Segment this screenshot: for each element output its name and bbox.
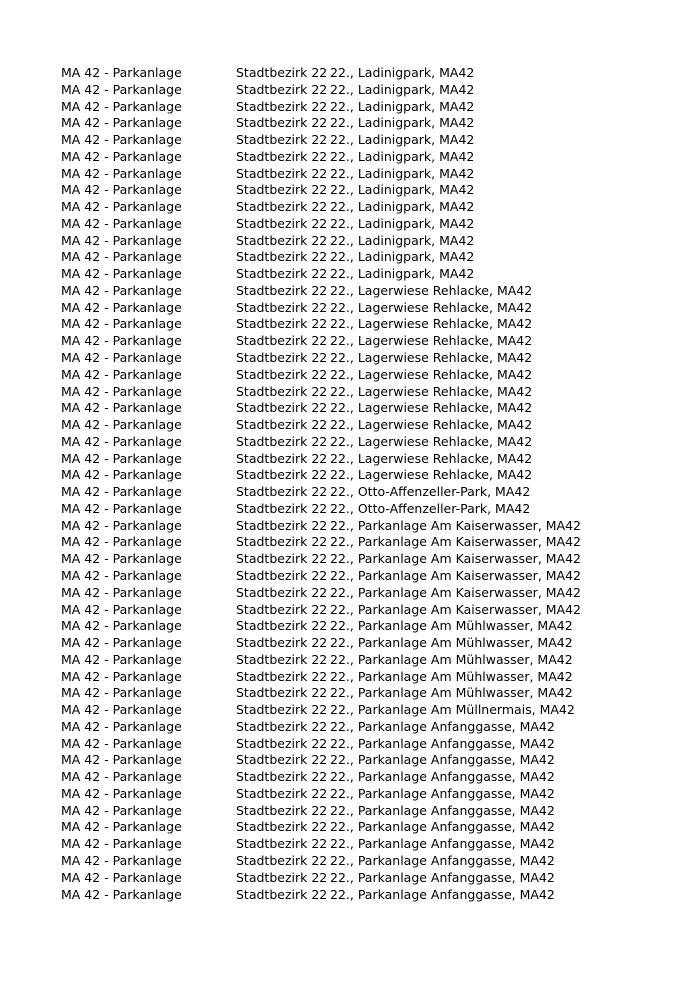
table-row bbox=[61, 484, 681, 501]
location-cell: 22., Ladinigpark, MA42 bbox=[330, 98, 475, 114]
location-cell: 22., Lagerwiese Rehlacke, MA42 bbox=[330, 383, 533, 399]
category-cell: MA 42 - Parkanlage bbox=[61, 182, 182, 198]
table-row bbox=[61, 249, 681, 266]
table-row bbox=[61, 719, 681, 736]
district-cell: Stadtbezirk 22 bbox=[236, 517, 328, 533]
district-cell: Stadtbezirk 22 bbox=[236, 199, 328, 215]
category-cell: MA 42 - Parkanlage bbox=[61, 316, 182, 332]
location-cell: 22., Parkanlage Anfanggasse, MA42 bbox=[330, 785, 555, 801]
location-cell: 22., Lagerwiese Rehlacke, MA42 bbox=[330, 467, 533, 483]
district-cell: Stadtbezirk 22 bbox=[236, 618, 328, 634]
location-cell: 22., Parkanlage Anfanggasse, MA42 bbox=[330, 802, 555, 818]
category-cell: MA 42 - Parkanlage bbox=[61, 584, 182, 600]
category-cell: MA 42 - Parkanlage bbox=[61, 651, 182, 667]
category-cell: MA 42 - Parkanlage bbox=[61, 366, 182, 382]
category-cell: MA 42 - Parkanlage bbox=[61, 685, 182, 701]
district-cell: Stadtbezirk 22 bbox=[236, 299, 328, 315]
table-row bbox=[61, 367, 681, 384]
district-cell: Stadtbezirk 22 bbox=[236, 500, 328, 516]
district-cell: Stadtbezirk 22 bbox=[236, 232, 328, 248]
district-cell: Stadtbezirk 22 bbox=[236, 98, 328, 114]
category-cell: MA 42 - Parkanlage bbox=[61, 567, 182, 583]
table-row bbox=[61, 534, 681, 551]
category-cell: MA 42 - Parkanlage bbox=[61, 333, 182, 349]
district-cell: Stadtbezirk 22 bbox=[236, 869, 328, 885]
category-cell: MA 42 - Parkanlage bbox=[61, 98, 182, 114]
location-cell: 22., Parkanlage Anfanggasse, MA42 bbox=[330, 769, 555, 785]
district-cell: Stadtbezirk 22 bbox=[236, 65, 328, 80]
district-cell: Stadtbezirk 22 bbox=[236, 215, 328, 231]
district-cell: Stadtbezirk 22 bbox=[236, 769, 328, 785]
district-cell: Stadtbezirk 22 bbox=[236, 316, 328, 332]
district-cell: Stadtbezirk 22 bbox=[236, 450, 328, 466]
location-cell: 22., Ladinigpark, MA42 bbox=[330, 65, 475, 80]
location-cell: 22., Lagerwiese Rehlacke, MA42 bbox=[330, 450, 533, 466]
location-cell: 22., Parkanlage Am Kaiserwasser, MA42 bbox=[330, 517, 582, 533]
category-cell: MA 42 - Parkanlage bbox=[61, 215, 182, 231]
location-cell: 22., Ladinigpark, MA42 bbox=[330, 115, 475, 131]
category-cell: MA 42 - Parkanlage bbox=[61, 635, 182, 651]
location-cell: 22., Lagerwiese Rehlacke, MA42 bbox=[330, 400, 533, 416]
location-cell: 22., Lagerwiese Rehlacke, MA42 bbox=[330, 333, 533, 349]
location-cell: 22., Ladinigpark, MA42 bbox=[330, 232, 475, 248]
district-cell: Stadtbezirk 22 bbox=[236, 467, 328, 483]
table-row bbox=[61, 400, 681, 417]
location-cell: 22., Parkanlage Anfanggasse, MA42 bbox=[330, 718, 555, 734]
district-cell: Stadtbezirk 22 bbox=[236, 685, 328, 701]
location-cell: 22., Ladinigpark, MA42 bbox=[330, 215, 475, 231]
table-row bbox=[61, 635, 681, 652]
category-cell: MA 42 - Parkanlage bbox=[61, 148, 182, 164]
category-cell: MA 42 - Parkanlage bbox=[61, 819, 182, 835]
table-row bbox=[61, 501, 681, 518]
district-cell: Stadtbezirk 22 bbox=[236, 551, 328, 567]
district-cell: Stadtbezirk 22 bbox=[236, 718, 328, 734]
district-cell: Stadtbezirk 22 bbox=[236, 417, 328, 433]
location-cell: 22., Lagerwiese Rehlacke, MA42 bbox=[330, 299, 533, 315]
location-cell: 22., Parkanlage Am Müllnermais, MA42 bbox=[330, 702, 575, 718]
location-cell: 22., Parkanlage Am Kaiserwasser, MA42 bbox=[330, 601, 582, 617]
table-row bbox=[61, 752, 681, 769]
category-cell: MA 42 - Parkanlage bbox=[61, 718, 182, 734]
category-cell: MA 42 - Parkanlage bbox=[61, 551, 182, 567]
table-row bbox=[61, 82, 681, 99]
table-row bbox=[61, 316, 681, 333]
table-row bbox=[61, 451, 681, 468]
location-cell: 22., Parkanlage Am Mühlwasser, MA42 bbox=[330, 618, 573, 634]
district-cell: Stadtbezirk 22 bbox=[236, 752, 328, 768]
table-row bbox=[61, 300, 681, 317]
district-cell: Stadtbezirk 22 bbox=[236, 266, 328, 282]
category-cell: MA 42 - Parkanlage bbox=[61, 249, 182, 265]
category-cell: MA 42 - Parkanlage bbox=[61, 785, 182, 801]
table-row bbox=[61, 568, 681, 585]
category-cell: MA 42 - Parkanlage bbox=[61, 115, 182, 131]
district-cell: Stadtbezirk 22 bbox=[236, 836, 328, 852]
location-cell: 22., Parkanlage Am Kaiserwasser, MA42 bbox=[330, 551, 582, 567]
category-cell: MA 42 - Parkanlage bbox=[61, 232, 182, 248]
district-cell: Stadtbezirk 22 bbox=[236, 567, 328, 583]
category-cell: MA 42 - Parkanlage bbox=[61, 836, 182, 852]
table-row bbox=[61, 132, 681, 149]
district-cell: Stadtbezirk 22 bbox=[236, 81, 328, 97]
location-cell: 22., Lagerwiese Rehlacke, MA42 bbox=[330, 366, 533, 382]
district-cell: Stadtbezirk 22 bbox=[236, 785, 328, 801]
district-cell: Stadtbezirk 22 bbox=[236, 282, 328, 298]
category-cell: MA 42 - Parkanlage bbox=[61, 299, 182, 315]
category-cell: MA 42 - Parkanlage bbox=[61, 484, 182, 500]
district-cell: Stadtbezirk 22 bbox=[236, 366, 328, 382]
category-cell: MA 42 - Parkanlage bbox=[61, 752, 182, 768]
table-row bbox=[61, 283, 681, 300]
table-row bbox=[61, 182, 681, 199]
category-cell: MA 42 - Parkanlage bbox=[61, 517, 182, 533]
category-cell: MA 42 - Parkanlage bbox=[61, 869, 182, 885]
table-row bbox=[61, 417, 681, 434]
location-cell: 22., Parkanlage Am Kaiserwasser, MA42 bbox=[330, 567, 582, 583]
category-cell: MA 42 - Parkanlage bbox=[61, 199, 182, 215]
location-cell: 22., Parkanlage Anfanggasse, MA42 bbox=[330, 886, 555, 902]
table-row bbox=[61, 618, 681, 635]
category-cell: MA 42 - Parkanlage bbox=[61, 400, 182, 416]
location-cell: 22., Ladinigpark, MA42 bbox=[330, 81, 475, 97]
district-cell: Stadtbezirk 22 bbox=[236, 182, 328, 198]
location-cell: 22., Parkanlage Anfanggasse, MA42 bbox=[330, 819, 555, 835]
location-cell: 22., Ladinigpark, MA42 bbox=[330, 148, 475, 164]
table-row bbox=[61, 199, 681, 216]
table-row bbox=[61, 65, 681, 82]
location-cell: 22., Parkanlage Am Mühlwasser, MA42 bbox=[330, 635, 573, 651]
location-cell: 22., Lagerwiese Rehlacke, MA42 bbox=[330, 282, 533, 298]
location-cell: 22., Ladinigpark, MA42 bbox=[330, 249, 475, 265]
district-cell: Stadtbezirk 22 bbox=[236, 886, 328, 902]
location-cell: 22., Otto-Affenzeller-Park, MA42 bbox=[330, 500, 531, 516]
table-row bbox=[61, 216, 681, 233]
table-row bbox=[61, 887, 681, 904]
table-row bbox=[61, 166, 681, 183]
district-cell: Stadtbezirk 22 bbox=[236, 702, 328, 718]
table-row bbox=[61, 819, 681, 836]
location-cell: 22., Parkanlage Anfanggasse, MA42 bbox=[330, 752, 555, 768]
location-cell: 22., Ladinigpark, MA42 bbox=[330, 182, 475, 198]
category-cell: MA 42 - Parkanlage bbox=[61, 132, 182, 148]
category-cell: MA 42 - Parkanlage bbox=[61, 165, 182, 181]
table-row bbox=[61, 585, 681, 602]
category-cell: MA 42 - Parkanlage bbox=[61, 266, 182, 282]
category-cell: MA 42 - Parkanlage bbox=[61, 769, 182, 785]
table-row bbox=[61, 518, 681, 535]
district-cell: Stadtbezirk 22 bbox=[236, 115, 328, 131]
table-row bbox=[61, 99, 681, 116]
table-row bbox=[61, 266, 681, 283]
location-cell: 22., Lagerwiese Rehlacke, MA42 bbox=[330, 316, 533, 332]
district-cell: Stadtbezirk 22 bbox=[236, 735, 328, 751]
table-row bbox=[61, 384, 681, 401]
location-cell: 22., Parkanlage Anfanggasse, MA42 bbox=[330, 852, 555, 868]
district-cell: Stadtbezirk 22 bbox=[236, 852, 328, 868]
table-row bbox=[61, 551, 681, 568]
table-row bbox=[61, 685, 681, 702]
district-cell: Stadtbezirk 22 bbox=[236, 819, 328, 835]
district-cell: Stadtbezirk 22 bbox=[236, 132, 328, 148]
table-row bbox=[61, 467, 681, 484]
location-cell: 22., Parkanlage Anfanggasse, MA42 bbox=[330, 735, 555, 751]
district-cell: Stadtbezirk 22 bbox=[236, 484, 328, 500]
table-row bbox=[61, 803, 681, 820]
category-cell: MA 42 - Parkanlage bbox=[61, 433, 182, 449]
location-cell: 22., Parkanlage Anfanggasse, MA42 bbox=[330, 836, 555, 852]
category-cell: MA 42 - Parkanlage bbox=[61, 802, 182, 818]
location-cell: 22., Ladinigpark, MA42 bbox=[330, 132, 475, 148]
district-cell: Stadtbezirk 22 bbox=[236, 433, 328, 449]
district-cell: Stadtbezirk 22 bbox=[236, 601, 328, 617]
category-cell: MA 42 - Parkanlage bbox=[61, 350, 182, 366]
district-cell: Stadtbezirk 22 bbox=[236, 333, 328, 349]
category-cell: MA 42 - Parkanlage bbox=[61, 702, 182, 718]
table-row bbox=[61, 434, 681, 451]
table-row bbox=[61, 149, 681, 166]
category-cell: MA 42 - Parkanlage bbox=[61, 534, 182, 550]
location-cell: 22., Parkanlage Am Kaiserwasser, MA42 bbox=[330, 584, 582, 600]
category-cell: MA 42 - Parkanlage bbox=[61, 81, 182, 97]
category-cell: MA 42 - Parkanlage bbox=[61, 601, 182, 617]
location-cell: 22., Parkanlage Am Mühlwasser, MA42 bbox=[330, 651, 573, 667]
category-cell: MA 42 - Parkanlage bbox=[61, 282, 182, 298]
location-cell: 22., Ladinigpark, MA42 bbox=[330, 266, 475, 282]
table-row bbox=[61, 652, 681, 669]
table-row bbox=[61, 736, 681, 753]
table-row bbox=[61, 702, 681, 719]
district-cell: Stadtbezirk 22 bbox=[236, 400, 328, 416]
district-cell: Stadtbezirk 22 bbox=[236, 534, 328, 550]
table-row bbox=[61, 836, 681, 853]
table-row bbox=[61, 769, 681, 786]
category-cell: MA 42 - Parkanlage bbox=[61, 618, 182, 634]
category-cell: MA 42 - Parkanlage bbox=[61, 417, 182, 433]
table-row bbox=[61, 602, 681, 619]
category-cell: MA 42 - Parkanlage bbox=[61, 668, 182, 684]
table-row bbox=[61, 669, 681, 686]
category-cell: MA 42 - Parkanlage bbox=[61, 886, 182, 902]
category-cell: MA 42 - Parkanlage bbox=[61, 500, 182, 516]
location-cell: 22., Parkanlage Am Mühlwasser, MA42 bbox=[330, 685, 573, 701]
district-cell: Stadtbezirk 22 bbox=[236, 802, 328, 818]
district-cell: Stadtbezirk 22 bbox=[236, 165, 328, 181]
location-cell: 22., Parkanlage Anfanggasse, MA42 bbox=[330, 869, 555, 885]
category-cell: MA 42 - Parkanlage bbox=[61, 383, 182, 399]
district-cell: Stadtbezirk 22 bbox=[236, 651, 328, 667]
district-cell: Stadtbezirk 22 bbox=[236, 635, 328, 651]
location-cell: 22., Lagerwiese Rehlacke, MA42 bbox=[330, 417, 533, 433]
location-cell: 22., Parkanlage Am Kaiserwasser, MA42 bbox=[330, 534, 582, 550]
district-cell: Stadtbezirk 22 bbox=[236, 148, 328, 164]
district-cell: Stadtbezirk 22 bbox=[236, 350, 328, 366]
table-row bbox=[61, 333, 681, 350]
location-cell: 22., Ladinigpark, MA42 bbox=[330, 165, 475, 181]
data-table bbox=[61, 65, 681, 903]
location-cell: 22., Lagerwiese Rehlacke, MA42 bbox=[330, 350, 533, 366]
table-row bbox=[61, 853, 681, 870]
table-row bbox=[61, 115, 681, 132]
district-cell: Stadtbezirk 22 bbox=[236, 584, 328, 600]
location-cell: 22., Parkanlage Am Mühlwasser, MA42 bbox=[330, 668, 573, 684]
district-cell: Stadtbezirk 22 bbox=[236, 383, 328, 399]
location-cell: 22., Otto-Affenzeller-Park, MA42 bbox=[330, 484, 531, 500]
district-cell: Stadtbezirk 22 bbox=[236, 668, 328, 684]
category-cell: MA 42 - Parkanlage bbox=[61, 65, 182, 80]
location-cell: 22., Ladinigpark, MA42 bbox=[330, 199, 475, 215]
location-cell: 22., Lagerwiese Rehlacke, MA42 bbox=[330, 433, 533, 449]
table-row bbox=[61, 350, 681, 367]
table-row bbox=[61, 786, 681, 803]
category-cell: MA 42 - Parkanlage bbox=[61, 852, 182, 868]
category-cell: MA 42 - Parkanlage bbox=[61, 735, 182, 751]
district-cell: Stadtbezirk 22 bbox=[236, 249, 328, 265]
table-row bbox=[61, 233, 681, 250]
category-cell: MA 42 - Parkanlage bbox=[61, 450, 182, 466]
category-cell: MA 42 - Parkanlage bbox=[61, 467, 182, 483]
table-row bbox=[61, 870, 681, 887]
